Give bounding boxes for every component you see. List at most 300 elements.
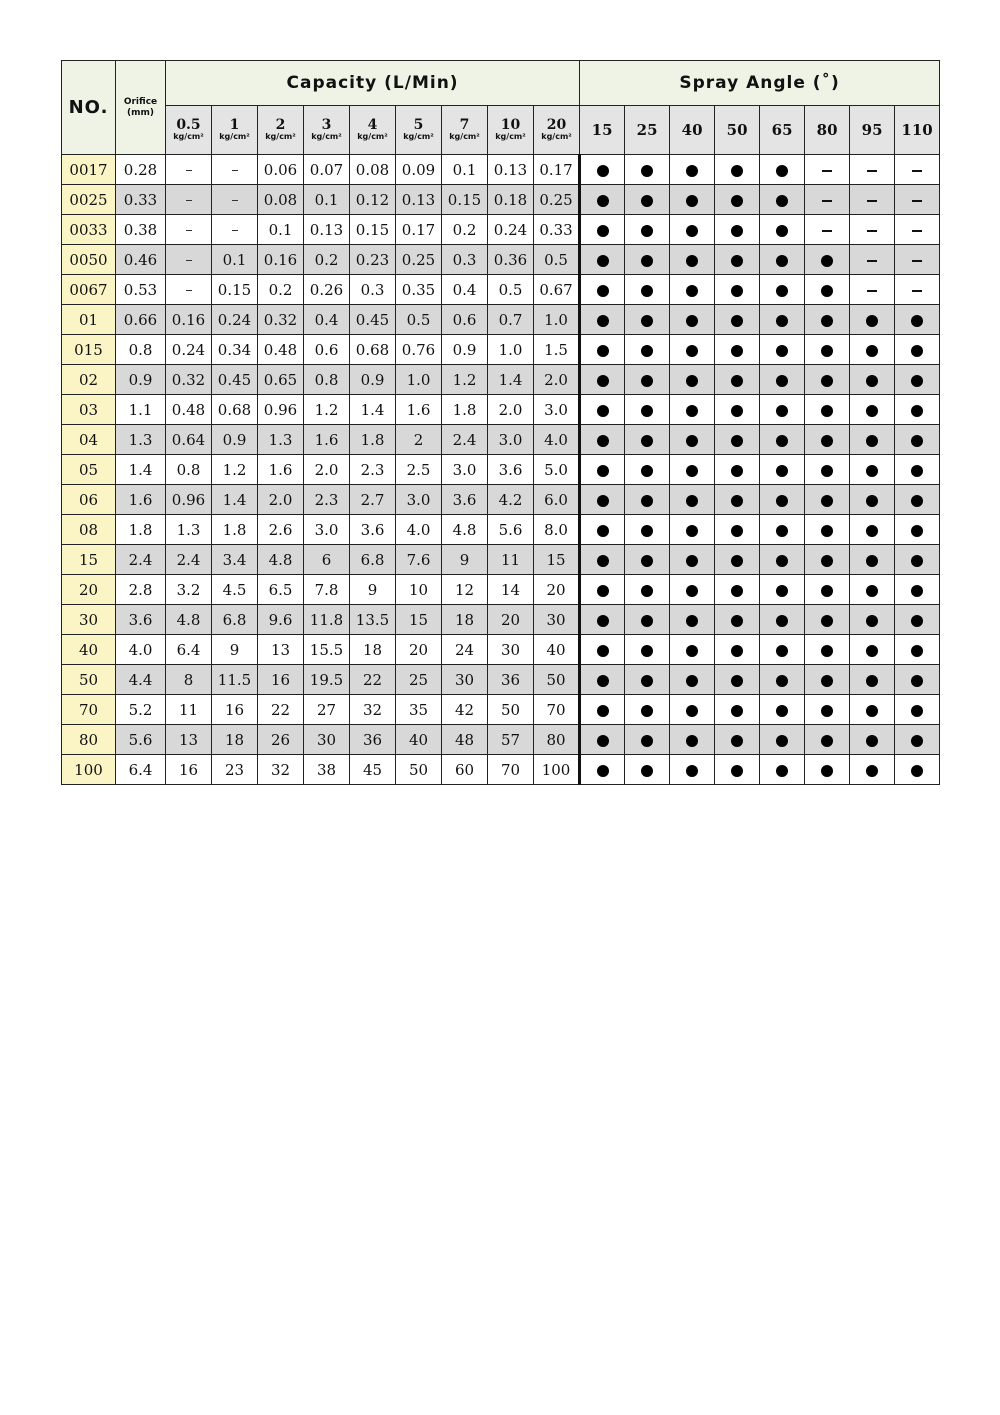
available-dot-icon	[597, 405, 609, 417]
capacity-cell: 0.4	[442, 275, 488, 305]
dash-icon	[186, 170, 192, 171]
dash-icon	[232, 200, 238, 201]
spray-angle-cell	[805, 275, 850, 305]
capacity-cell: 16	[258, 665, 304, 695]
capacity-cell: 0.23	[350, 245, 396, 275]
spray-angle-cell	[850, 275, 895, 305]
spray-angle-cell	[625, 755, 670, 785]
capacity-cell: 0.9	[350, 365, 396, 395]
available-dot-icon	[686, 765, 698, 777]
spray-angle-cell	[850, 395, 895, 425]
capacity-cell: 0.13	[488, 155, 534, 185]
capacity-cell: 22	[258, 695, 304, 725]
capacity-cell: 70	[488, 755, 534, 785]
unavailable-dash-icon	[822, 230, 832, 232]
capacity-cell: 40	[396, 725, 442, 755]
spray-angle-cell	[670, 755, 715, 785]
spray-angle-cell	[625, 485, 670, 515]
available-dot-icon	[597, 195, 609, 207]
spray-angle-cell	[580, 575, 625, 605]
capacity-cell: 1.8	[350, 425, 396, 455]
orifice-cell: 0.9	[116, 365, 166, 395]
capacity-cell: 0.07	[304, 155, 350, 185]
spray-angle-cell	[895, 725, 940, 755]
unavailable-dash-icon	[822, 200, 832, 202]
available-dot-icon	[686, 165, 698, 177]
pressure-unit: kg/cm²	[311, 132, 342, 141]
capacity-cell: 57	[488, 725, 534, 755]
available-dot-icon	[821, 465, 833, 477]
orifice-cell: 2.8	[116, 575, 166, 605]
available-dot-icon	[866, 735, 878, 747]
spray-angle-cell	[850, 575, 895, 605]
capacity-cell: 24	[442, 635, 488, 665]
available-dot-icon	[776, 375, 788, 387]
spray-angle-cell	[580, 425, 625, 455]
spray-angle-cell	[895, 305, 940, 335]
spray-angle-cell	[625, 455, 670, 485]
nozzle-spec-table	[61, 60, 940, 785]
available-dot-icon	[597, 555, 609, 567]
capacity-cell: 1.2	[304, 395, 350, 425]
available-dot-icon	[866, 675, 878, 687]
pressure-value: 7	[459, 117, 470, 133]
available-dot-icon	[731, 255, 743, 267]
available-dot-icon	[731, 405, 743, 417]
spray-angle-cell	[850, 545, 895, 575]
spray-angle-cell	[805, 335, 850, 365]
spray-angle-cell	[715, 245, 760, 275]
spray-angle-cell	[715, 545, 760, 575]
available-dot-icon	[731, 735, 743, 747]
orifice-cell: 6.4	[116, 755, 166, 785]
available-dot-icon	[641, 495, 653, 507]
spray-angle-cell	[805, 635, 850, 665]
nozzle-number-cell: 03	[62, 395, 116, 425]
capacity-cell: 15.5	[304, 635, 350, 665]
spray-angle-cell	[760, 665, 805, 695]
available-dot-icon	[641, 315, 653, 327]
available-dot-icon	[776, 555, 788, 567]
spray-angle-cell	[895, 275, 940, 305]
available-dot-icon	[776, 465, 788, 477]
capacity-cell: 32	[350, 695, 396, 725]
pressure-column-header	[304, 106, 350, 155]
pressure-column-header	[396, 106, 442, 155]
capacity-cell: 0.5	[488, 275, 534, 305]
available-dot-icon	[821, 255, 833, 267]
available-dot-icon	[597, 435, 609, 447]
spray-angle-cell	[580, 335, 625, 365]
available-dot-icon	[641, 555, 653, 567]
capacity-cell: 1.0	[488, 335, 534, 365]
available-dot-icon	[686, 405, 698, 417]
pressure-value: 2	[275, 117, 286, 133]
available-dot-icon	[597, 315, 609, 327]
angle-column-header: 15	[580, 106, 625, 155]
orifice-cell: 1.4	[116, 455, 166, 485]
capacity-cell: 0.2	[304, 245, 350, 275]
table-row	[62, 695, 940, 725]
available-dot-icon	[731, 165, 743, 177]
spray-angle-cell	[760, 695, 805, 725]
capacity-cell: 6.8	[212, 605, 258, 635]
available-dot-icon	[776, 315, 788, 327]
spray-angle-cell	[850, 695, 895, 725]
nozzle-number-cell: 20	[62, 575, 116, 605]
table-row	[62, 395, 940, 425]
available-dot-icon	[686, 255, 698, 267]
capacity-cell: 0.26	[304, 275, 350, 305]
capacity-cell: 32	[258, 755, 304, 785]
capacity-cell: 0.3	[350, 275, 396, 305]
capacity-cell: 1.4	[212, 485, 258, 515]
table-row	[62, 335, 940, 365]
available-dot-icon	[821, 345, 833, 357]
capacity-cell: 12	[442, 575, 488, 605]
spray-angle-cell	[580, 605, 625, 635]
capacity-cell: 3.0	[396, 485, 442, 515]
pressure-column-header	[488, 106, 534, 155]
orifice-cell: 2.4	[116, 545, 166, 575]
capacity-cell: 100	[534, 755, 580, 785]
spray-angle-cell	[715, 305, 760, 335]
spray-angle-cell	[760, 455, 805, 485]
available-dot-icon	[776, 435, 788, 447]
pressure-value: 5	[413, 117, 424, 133]
spray-angle-cell	[625, 425, 670, 455]
available-dot-icon	[776, 495, 788, 507]
spray-angle-cell	[670, 365, 715, 395]
available-dot-icon	[731, 345, 743, 357]
capacity-cell: 0.6	[442, 305, 488, 335]
spray-angle-cell	[625, 365, 670, 395]
available-dot-icon	[911, 735, 923, 747]
capacity-cell: 0.13	[396, 185, 442, 215]
pressure-unit: kg/cm²	[541, 132, 572, 141]
unavailable-dash-icon	[867, 170, 877, 172]
nozzle-number-cell: 30	[62, 605, 116, 635]
capacity-cell: 23	[212, 755, 258, 785]
capacity-cell: 0.9	[212, 425, 258, 455]
nozzle-number-cell: 50	[62, 665, 116, 695]
unavailable-dash-icon	[867, 260, 877, 262]
capacity-cell: 0.5	[396, 305, 442, 335]
available-dot-icon	[821, 315, 833, 327]
available-dot-icon	[597, 735, 609, 747]
capacity-cell: 5.0	[534, 455, 580, 485]
spray-angle-cell	[760, 305, 805, 335]
available-dot-icon	[911, 345, 923, 357]
spray-angle-cell	[625, 695, 670, 725]
spray-angle-cell	[895, 755, 940, 785]
capacity-cell: 15	[534, 545, 580, 575]
capacity-cell: 0.32	[166, 365, 212, 395]
spray-angle-cell	[670, 185, 715, 215]
spray-angle-cell	[805, 695, 850, 725]
capacity-cell: 3.6	[442, 485, 488, 515]
available-dot-icon	[776, 645, 788, 657]
capacity-cell: 1.0	[396, 365, 442, 395]
pressure-unit: kg/cm²	[219, 132, 250, 141]
spray-angle-cell	[715, 575, 760, 605]
spray-angle-cell	[580, 275, 625, 305]
available-dot-icon	[597, 225, 609, 237]
available-dot-icon	[731, 675, 743, 687]
spray-angle-cell	[715, 755, 760, 785]
spray-angle-cell	[850, 425, 895, 455]
spray-angle-cell	[625, 305, 670, 335]
available-dot-icon	[911, 405, 923, 417]
spray-angle-cell	[580, 695, 625, 725]
unavailable-dash-icon	[912, 200, 922, 202]
capacity-cell: 3.2	[166, 575, 212, 605]
pressure-value: 3	[321, 117, 332, 133]
orifice-cell: 0.8	[116, 335, 166, 365]
table-row	[62, 245, 940, 275]
header-row-subcolumns	[62, 106, 940, 155]
available-dot-icon	[776, 765, 788, 777]
capacity-cell: 0.15	[442, 185, 488, 215]
capacity-cell	[166, 245, 212, 275]
available-dot-icon	[597, 615, 609, 627]
available-dot-icon	[597, 645, 609, 657]
spray-angle-cell	[760, 545, 805, 575]
capacity-cell: 3.0	[488, 425, 534, 455]
spray-angle-cell	[850, 305, 895, 335]
capacity-cell: 1.8	[442, 395, 488, 425]
available-dot-icon	[686, 465, 698, 477]
table-row	[62, 755, 940, 785]
available-dot-icon	[776, 405, 788, 417]
nozzle-number-cell: 0025	[62, 185, 116, 215]
pressure-column-header	[212, 106, 258, 155]
dash-icon	[232, 170, 238, 171]
capacity-cell: 0.15	[350, 215, 396, 245]
available-dot-icon	[731, 765, 743, 777]
spray-angle-cell	[670, 305, 715, 335]
orifice-cell: 4.4	[116, 665, 166, 695]
capacity-cell: 8.0	[534, 515, 580, 545]
spray-angle-cell	[715, 635, 760, 665]
capacity-cell: 16	[166, 755, 212, 785]
capacity-cell: 22	[350, 665, 396, 695]
table-body	[62, 155, 940, 785]
spray-angle-cell	[670, 395, 715, 425]
capacity-cell: 9.6	[258, 605, 304, 635]
angle-column-header: 40	[670, 106, 715, 155]
orifice-cell: 3.6	[116, 605, 166, 635]
capacity-cell: 6.8	[350, 545, 396, 575]
available-dot-icon	[686, 345, 698, 357]
available-dot-icon	[866, 435, 878, 447]
capacity-cell: 0.2	[258, 275, 304, 305]
available-dot-icon	[731, 495, 743, 507]
unavailable-dash-icon	[867, 230, 877, 232]
capacity-cell: 0.24	[166, 335, 212, 365]
available-dot-icon	[641, 375, 653, 387]
capacity-cell: 0.18	[488, 185, 534, 215]
pressure-value: 0.5	[176, 117, 201, 133]
available-dot-icon	[731, 195, 743, 207]
available-dot-icon	[776, 255, 788, 267]
capacity-cell: 1.6	[304, 425, 350, 455]
available-dot-icon	[866, 495, 878, 507]
available-dot-icon	[866, 705, 878, 717]
available-dot-icon	[686, 285, 698, 297]
capacity-cell: 2.3	[304, 485, 350, 515]
capacity-cell: 2.7	[350, 485, 396, 515]
capacity-cell: 0.1	[304, 185, 350, 215]
capacity-cell: 0.96	[166, 485, 212, 515]
capacity-cell: 70	[534, 695, 580, 725]
capacity-cell: 0.5	[534, 245, 580, 275]
nozzle-number-cell: 80	[62, 725, 116, 755]
available-dot-icon	[597, 255, 609, 267]
capacity-cell: 20	[396, 635, 442, 665]
spray-angle-cell	[850, 635, 895, 665]
available-dot-icon	[641, 705, 653, 717]
dash-icon	[186, 290, 192, 291]
capacity-cell: 10	[396, 575, 442, 605]
spray-angle-cell	[760, 395, 805, 425]
capacity-cell: 60	[442, 755, 488, 785]
spray-angle-cell	[895, 425, 940, 455]
capacity-cell: 36	[488, 665, 534, 695]
table-row	[62, 215, 940, 245]
available-dot-icon	[911, 375, 923, 387]
capacity-cell	[212, 185, 258, 215]
available-dot-icon	[776, 615, 788, 627]
spray-angle-cell	[715, 365, 760, 395]
capacity-cell: 1.6	[258, 455, 304, 485]
capacity-cell: 6	[304, 545, 350, 575]
unavailable-dash-icon	[822, 170, 832, 172]
capacity-cell: 9	[350, 575, 396, 605]
available-dot-icon	[911, 495, 923, 507]
capacity-cell: 18	[442, 605, 488, 635]
nozzle-number-cell: 06	[62, 485, 116, 515]
capacity-cell: 4.8	[442, 515, 488, 545]
capacity-cell: 0.7	[488, 305, 534, 335]
spray-angle-cell	[805, 365, 850, 395]
dash-icon	[232, 230, 238, 231]
orifice-cell: 1.8	[116, 515, 166, 545]
available-dot-icon	[911, 525, 923, 537]
available-dot-icon	[821, 495, 833, 507]
spray-angle-cell	[895, 455, 940, 485]
spray-angle-cell	[760, 275, 805, 305]
spray-angle-cell	[670, 725, 715, 755]
pressure-column-header	[258, 106, 304, 155]
available-dot-icon	[686, 495, 698, 507]
capacity-cell: 6.5	[258, 575, 304, 605]
nozzle-number-cell: 70	[62, 695, 116, 725]
available-dot-icon	[776, 735, 788, 747]
available-dot-icon	[597, 525, 609, 537]
capacity-cell: 2.4	[442, 425, 488, 455]
spray-angle-cell	[580, 665, 625, 695]
nozzle-number-cell: 08	[62, 515, 116, 545]
capacity-cell: 0.35	[396, 275, 442, 305]
available-dot-icon	[776, 345, 788, 357]
nozzle-number-cell: 05	[62, 455, 116, 485]
available-dot-icon	[911, 765, 923, 777]
unavailable-dash-icon	[867, 290, 877, 292]
available-dot-icon	[776, 285, 788, 297]
capacity-cell: 50	[396, 755, 442, 785]
capacity-cell: 1.3	[258, 425, 304, 455]
spray-angle-cell	[760, 725, 805, 755]
available-dot-icon	[731, 645, 743, 657]
pressure-unit: kg/cm²	[403, 132, 434, 141]
available-dot-icon	[641, 615, 653, 627]
spray-angle-cell	[895, 215, 940, 245]
orifice-cell: 5.2	[116, 695, 166, 725]
available-dot-icon	[597, 675, 609, 687]
nozzle-number-cell: 0033	[62, 215, 116, 245]
orifice-cell: 1.3	[116, 425, 166, 455]
available-dot-icon	[866, 345, 878, 357]
available-dot-icon	[731, 465, 743, 477]
capacity-cell: 0.1	[442, 155, 488, 185]
dash-icon	[186, 230, 192, 231]
available-dot-icon	[776, 585, 788, 597]
capacity-cell: 0.67	[534, 275, 580, 305]
spray-angle-cell	[760, 185, 805, 215]
table-row	[62, 575, 940, 605]
spray-angle-cell	[580, 365, 625, 395]
spray-angle-cell	[760, 425, 805, 455]
spray-angle-cell	[850, 725, 895, 755]
spray-angle-cell	[580, 725, 625, 755]
available-dot-icon	[686, 315, 698, 327]
table-row	[62, 725, 940, 755]
spray-angle-cell	[625, 635, 670, 665]
available-dot-icon	[821, 405, 833, 417]
capacity-cell: 6.0	[534, 485, 580, 515]
table-row	[62, 515, 940, 545]
spray-angle-cell	[580, 305, 625, 335]
pressure-column-header	[534, 106, 580, 155]
orifice-cell: 4.0	[116, 635, 166, 665]
unavailable-dash-icon	[867, 200, 877, 202]
capacity-cell: 1.2	[212, 455, 258, 485]
capacity-cell: 45	[350, 755, 396, 785]
capacity-cell: 0.34	[212, 335, 258, 365]
angle-column-header: 110	[895, 106, 940, 155]
available-dot-icon	[686, 225, 698, 237]
capacity-cell: 19.5	[304, 665, 350, 695]
available-dot-icon	[686, 615, 698, 627]
capacity-cell: 2.3	[350, 455, 396, 485]
available-dot-icon	[731, 555, 743, 567]
capacity-cell: 7.8	[304, 575, 350, 605]
capacity-cell: 6.4	[166, 635, 212, 665]
spray-angle-cell	[625, 335, 670, 365]
unavailable-dash-icon	[912, 230, 922, 232]
available-dot-icon	[641, 285, 653, 297]
spray-angle-cell	[805, 455, 850, 485]
capacity-cell: 0.65	[258, 365, 304, 395]
spray-angle-cell	[580, 185, 625, 215]
capacity-cell: 9	[212, 635, 258, 665]
available-dot-icon	[866, 555, 878, 567]
available-dot-icon	[686, 525, 698, 537]
spray-angle-cell	[580, 515, 625, 545]
pressure-unit: kg/cm²	[449, 132, 480, 141]
available-dot-icon	[821, 585, 833, 597]
